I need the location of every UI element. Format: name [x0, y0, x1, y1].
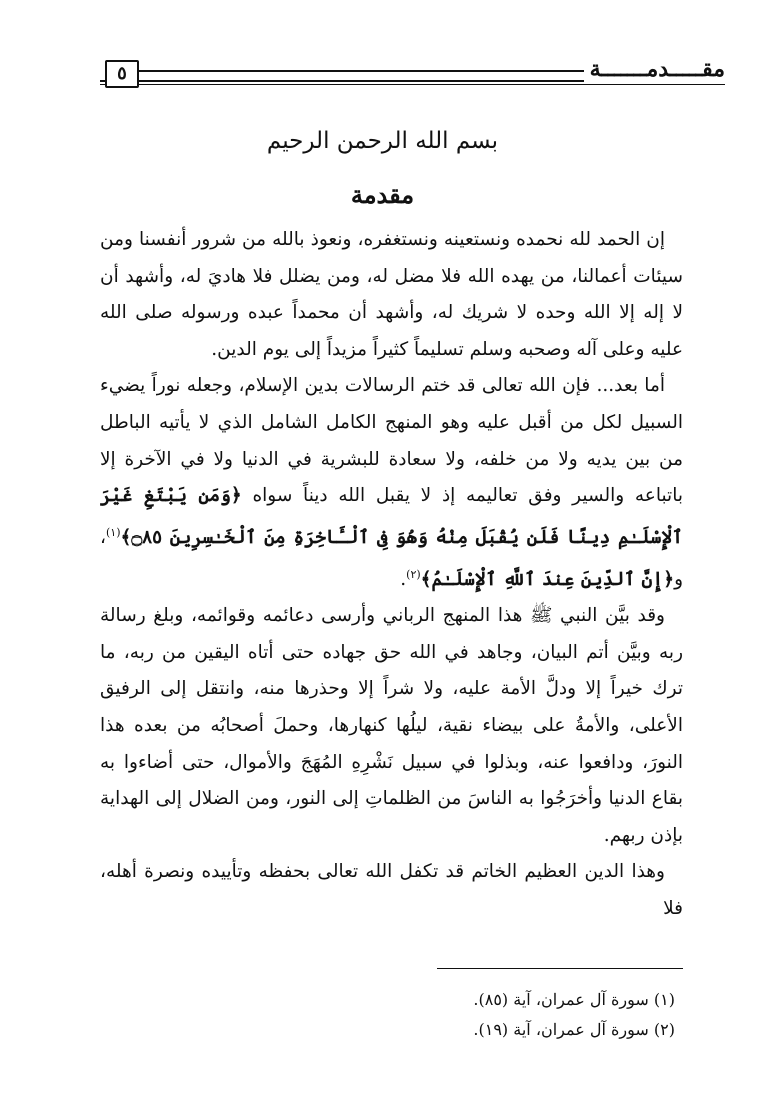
paragraph — [100, 368, 683, 598]
page-number: ٥ — [105, 60, 139, 88]
section-title: مقدمة — [350, 180, 415, 209]
paragraph-text: ، و — [100, 526, 683, 590]
page-header — [100, 58, 725, 90]
paragraph-text: أما بعد... فإن الله تعالى قد ختم الرسالات بدين الإسلام، وجعله نوراً يضيء السبيل لكل من أقبل عليه وهو المنهج الكامل الشامل الذي لا يأتيه الباطل من بين يديه ولا من خلفه، ولا سعادة للبشرية في الدنيا ولا في الآخرة إلا باتباعه والسير وفق تعاليمه إذ لا يقبل الله ديناً سواه — [100, 375, 683, 507]
footnote: (١) سورة آل عمران، آية (٨٥). — [473, 990, 675, 1009]
paragraph-text: . — [400, 568, 407, 590]
header-rule — [100, 84, 725, 85]
footnotes — [100, 985, 675, 1045]
paragraph: إن الحمد لله نحمده ونستعينه ونستغفره، ونعوذ بالله من شرور أنفسنا ومن سيئات أعمالنا، من يهده الله فلا مضل له، ومن يضلل فلا هاديَ له، وأشهد أن لا إله إلا الله وحده لا شريك له، وأشهد أن محمداً عبده ورسوله صلى الله عليه وعلى آله وصحبه وسلم تسليماً كثيراً مزيداً إلى يوم الدين. — [100, 229, 683, 360]
quran-verse: ﴿وَمَن يَبْتَغِ غَيْرَ ٱلْإِسْلَـٰمِ دِينًا فَلَن يُقْبَلَ مِنْهُ وَهُوَ فِى ٱلْـَٔاخِرَةِ مِنَ ٱلْخَـٰسِرِينَ ۝٨٥﴾ — [100, 485, 683, 548]
footnote-separator — [437, 968, 683, 969]
basmala: بسم الله الرحمن الرحيم — [266, 128, 499, 154]
body-text — [100, 222, 683, 928]
paragraph: وقد بيَّن النبي ﷺ هذا المنهج الرباني وأرسى دعائمه وقوائمه، وبلغ رسالة ربه وبيَّن أتم البيان، وجاهد في الله حق جهاده حتى أتاه اليقين من ربه، ما ترك خيراً إلا ودلَّ الأمة عليه، ولا شراً إلا وحذرها منه، وانتقل إلى الرفيق الأعلى، والأمةُ على بيضاء نقية، ليلُها كنهارها، وحملَ أصحابُه من بعده هذا النورَ، ودافعوا عنه، وبذلوا في سبيل نَشْرِهِ المُهَجَ والأموال، حتى أضاءوا به بقاع الدنيا وأخرَجُوا به الناسَ من الظلماتِ إلى النور، ومن الضلال إلى الهداية بإذن ربهم. — [100, 605, 683, 846]
footnote: (٢) سورة آل عمران، آية (١٩). — [473, 1020, 675, 1039]
footnote-ref: (١) — [105, 525, 121, 539]
footnote-ref: (٢) — [406, 567, 421, 581]
header-rule — [138, 70, 620, 72]
quran-verse: ﴿إِنَّ ٱلدِّينَ عِندَ ٱللَّهِ ٱلْإِسْلَـٰمُ﴾ — [420, 568, 675, 590]
paragraph: وهذا الدين العظيم الخاتم قد تكفل الله تعالى بحفظه وتأييده ونصرة أهله، فلا — [100, 861, 683, 919]
running-title: مقـــــدمـــــــة — [584, 56, 725, 82]
